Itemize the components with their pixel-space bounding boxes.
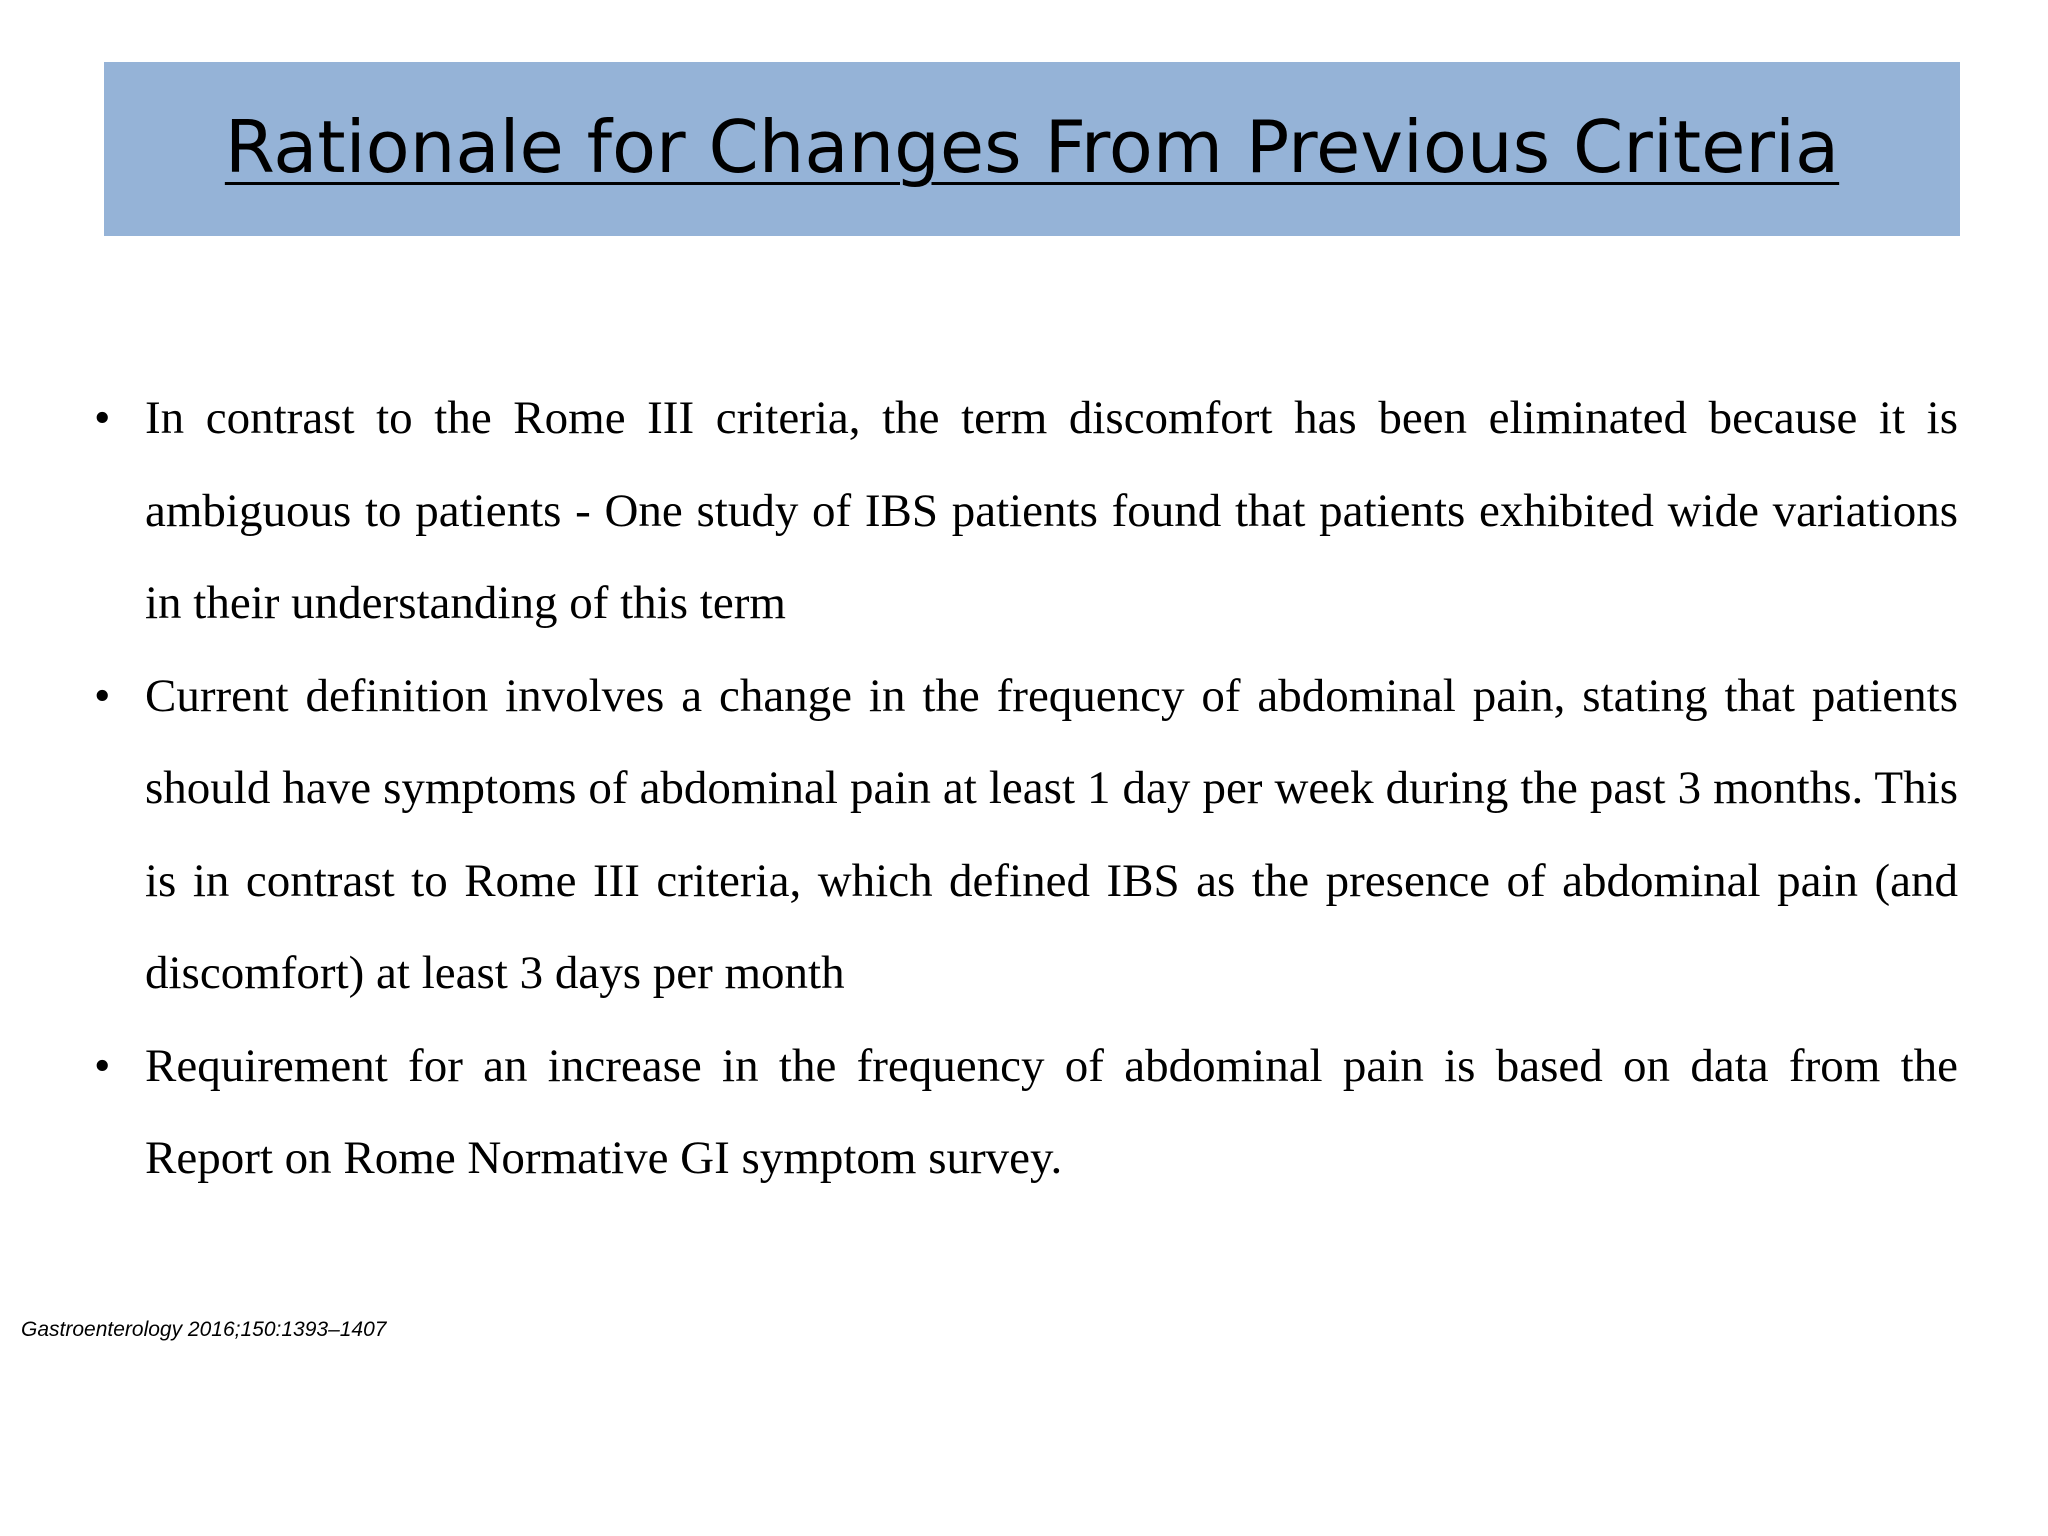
title-banner [104,62,1960,236]
bullet-text: Current definition involves a change in the frequency of abdominal pain, stating that patients should have symptoms of abdominal pain at least 1 day per week during the past 3 months. This is in contrast to Rome III criteria, which defined IBS as the presence of abdominal pain (and discomfort) at least 3 days per month [145,669,1958,999]
bullet-text: In contrast to the Rome III criteria, the term discomfort has been eliminated because it is ambiguous to patients - One study of IBS patients found that patients exhibited wide variations in their understanding of this term [145,392,1958,629]
bullet-item [90,650,1958,1020]
bullet-icon: • [94,1039,111,1092]
bullet-item [90,372,1958,650]
slide-title: Rationale for Changes From Previous Criteria [224,105,1840,189]
bullet-icon: • [94,669,111,722]
citation: Gastroenterology 2016;150:1393–1407 [21,1318,387,1341]
bullet-icon: • [94,392,111,444]
bullet-item [90,1020,1958,1205]
bullet-list [90,372,1958,1205]
bullet-text: Requirement for an increase in the frequency of abdominal pain is based on data from the Report on Rome Normative GI symptom survey. [145,1039,1958,1184]
